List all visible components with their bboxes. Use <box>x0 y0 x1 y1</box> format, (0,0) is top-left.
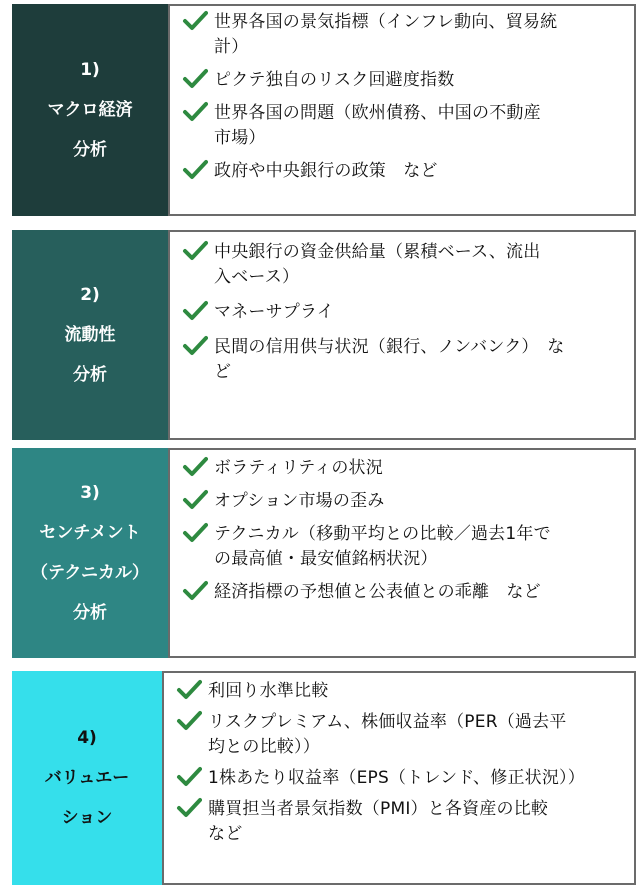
item-text: テクニカル（移動平均との比較／過去1年で の最高値・最安値銘柄状況） <box>214 524 551 569</box>
check-icon <box>182 489 208 511</box>
section-title-note: （テクニカル） <box>31 563 149 583</box>
list-item <box>182 240 626 290</box>
section-number: 2) <box>80 285 100 305</box>
check-icon <box>176 710 202 732</box>
check-icon <box>182 10 208 32</box>
check-icon <box>182 159 208 181</box>
check-icon <box>182 101 208 123</box>
section-title: 流動性 <box>64 325 116 345</box>
item-text: 経済指標の予想値と公表値との乖離 など <box>214 582 541 602</box>
list-item <box>176 797 626 847</box>
section-number: 4) <box>77 728 97 748</box>
section-valuation <box>12 671 636 885</box>
item-text: 世界各国の景気指標（インフレ動向、貿易統 計） <box>214 12 558 57</box>
section-title: センチメント <box>39 523 141 543</box>
list-item <box>176 679 626 704</box>
section-subtitle: 分析 <box>73 603 107 623</box>
list-item <box>182 10 626 60</box>
item-text: オプション市場の歪み <box>214 491 385 511</box>
item-text: 民間の信用供与状況（銀行、ノンバンク） な ど <box>214 337 565 382</box>
section-macro-analysis <box>12 4 636 216</box>
item-list <box>168 4 636 216</box>
check-icon <box>182 456 208 478</box>
item-list <box>168 230 636 440</box>
section-subtitle: 分析 <box>73 365 107 385</box>
item-text: 政府や中央銀行の政策 など <box>214 161 438 181</box>
section-label <box>12 230 168 440</box>
item-text: 中央銀行の資金供給量（累積ベース、流出 入ベース） <box>214 242 541 287</box>
section-subtitle: 分析 <box>73 140 107 160</box>
section-title-cont: ション <box>61 808 113 828</box>
section-title: バリュエー <box>44 768 130 788</box>
item-text: 1株あたり収益率（EPS（トレンド、修正状況）） <box>208 768 585 788</box>
list-item <box>182 68 626 93</box>
list-item <box>182 522 626 572</box>
section-number: 1) <box>80 60 100 80</box>
check-icon <box>182 580 208 602</box>
section-number: 3) <box>80 483 100 503</box>
section-sentiment-analysis <box>12 448 636 658</box>
item-text: ボラティリティの状況 <box>214 458 383 478</box>
section-label <box>12 448 168 658</box>
section-label <box>12 671 162 885</box>
check-icon <box>182 68 208 90</box>
check-icon <box>176 766 202 788</box>
list-item <box>182 101 626 151</box>
list-item <box>176 710 626 760</box>
item-text: マネーサプライ <box>214 302 334 322</box>
section-title: マクロ経済 <box>47 100 133 120</box>
check-icon <box>176 797 202 819</box>
item-text: 世界各国の問題（欧州債務、中国の不動産 市場） <box>214 103 541 148</box>
item-list <box>162 671 636 885</box>
list-item <box>182 159 626 184</box>
check-icon <box>182 240 208 262</box>
check-icon <box>176 679 202 701</box>
list-item <box>176 766 626 791</box>
list-item <box>182 580 626 605</box>
item-list <box>168 448 636 658</box>
item-text: ピクテ独自のリスク回避度指数 <box>214 70 455 90</box>
check-icon <box>182 300 208 322</box>
list-item <box>182 335 626 385</box>
list-item <box>182 489 626 514</box>
list-item <box>182 456 626 481</box>
item-text: 利回り水準比較 <box>208 681 329 701</box>
section-label <box>12 4 168 216</box>
item-text: リスクプレミアム、株価収益率（PER（過去平 均との比較）） <box>208 712 567 757</box>
list-item <box>182 300 626 325</box>
item-text: 購買担当者景気指数（PMI）と各資産の比較 など <box>208 799 549 844</box>
check-icon <box>182 335 208 357</box>
section-liquidity-analysis <box>12 230 636 440</box>
check-icon <box>182 522 208 544</box>
